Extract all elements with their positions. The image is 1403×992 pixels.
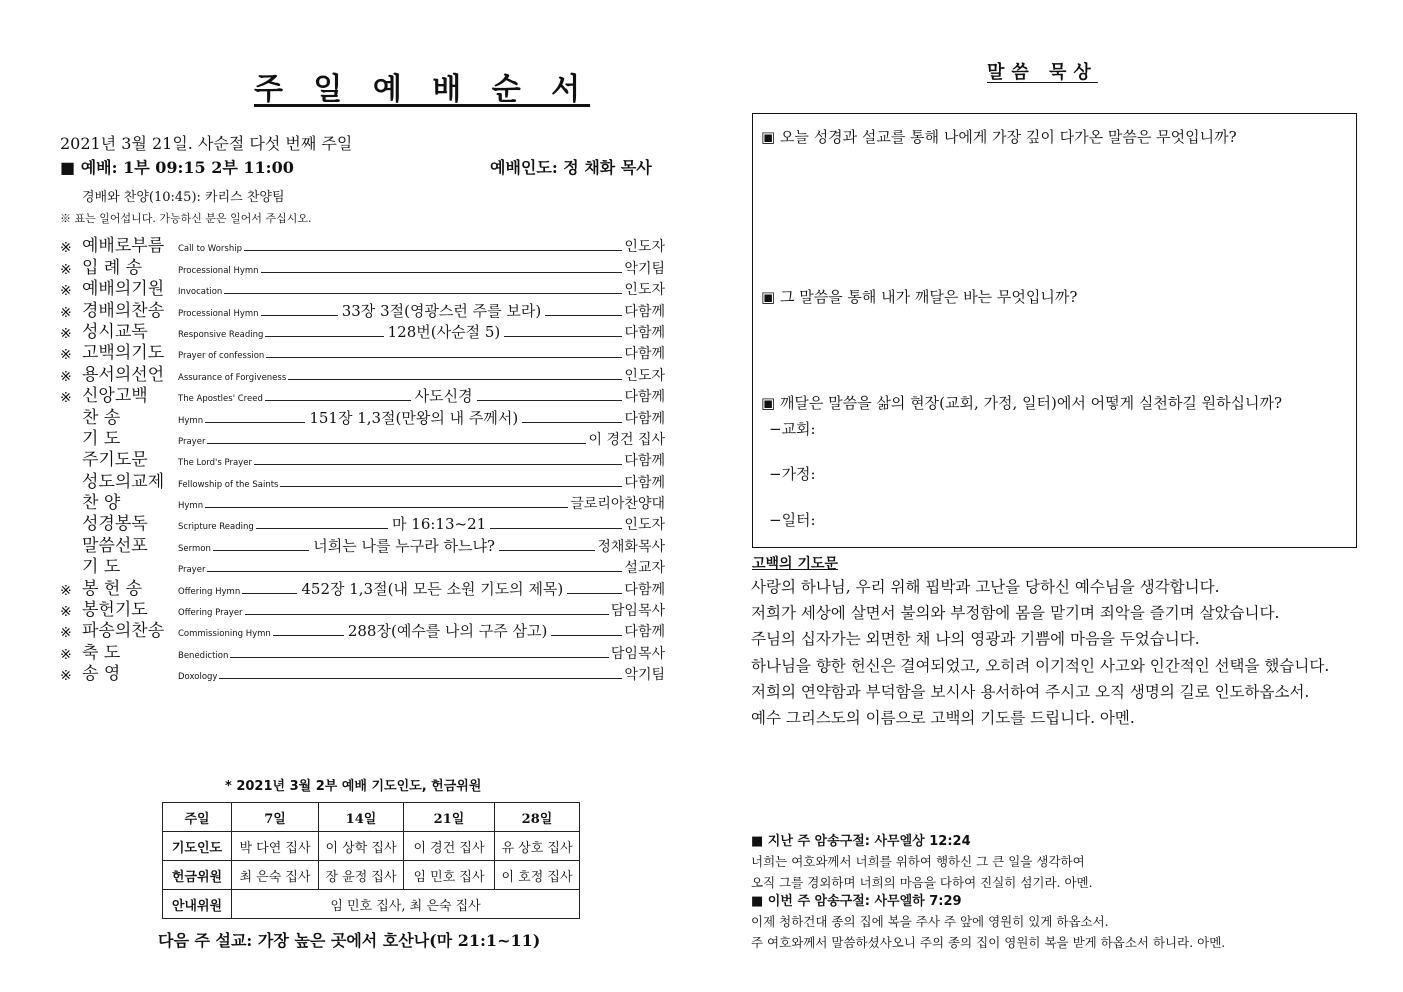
order-item-responsible: 담임목사	[610, 645, 665, 662]
memory-last-line: 오직 그를 경외하며 너희의 마음을 다하여 진실히 섬기라. 아멘.	[751, 875, 1093, 890]
stand-mark: ※	[60, 582, 72, 599]
table-cell: 기도인도	[163, 832, 232, 861]
order-item-responsible: 악기팀	[624, 667, 665, 684]
leader-line	[261, 315, 338, 316]
order-item-name: 경배의찬송	[82, 300, 165, 321]
order-item-responsible: 설교자	[624, 560, 665, 577]
table-row	[163, 861, 580, 890]
memory-verse-last	[751, 830, 1093, 891]
stand-mark: ※	[60, 646, 72, 663]
order-item-english: Scripture Reading	[178, 522, 254, 533]
order-item-name: 기 도	[82, 557, 121, 578]
stand-mark: ※	[60, 625, 72, 642]
table-cell: 이 상학 집사	[319, 832, 404, 861]
schedule-title: * 2021년 3월 2부 예배 기도인도, 헌금위원	[225, 779, 482, 794]
order-item-english: The Apostles' Creed	[178, 394, 263, 405]
order-row	[60, 663, 665, 684]
prayer-line: 저희가 세상에 살면서 불의와 부정함에 몸을 맡기며 죄악을 즐기며 살았습니다.	[751, 604, 1280, 623]
answer-work: −일터:	[769, 511, 816, 529]
stand-mark: ※	[60, 604, 72, 621]
table-cell: 헌금위원	[163, 861, 232, 890]
leader-line	[504, 336, 622, 337]
order-item-english: Assurance of Forgiveness	[178, 372, 287, 383]
table-header-cell: 주일	[163, 803, 232, 832]
question-3: ▣ 깨달은 말씀을 삶의 현장(교회, 가정, 일터)에서 어떻게 실천하길 원하십니까?	[761, 394, 1283, 412]
order-item-english: Commissioning Hymn	[178, 629, 271, 640]
page-title: 주 일 예 배 순 서	[254, 72, 591, 107]
order-item-name: 말씀선포	[82, 535, 148, 556]
stand-mark: ※	[60, 347, 72, 364]
stand-note: ※ 표는 일어섭니다. 가능하신 분은 일어서 주십시오.	[60, 212, 312, 225]
memory-last-line: 너희는 여호와께서 너희를 위하여 행하신 그 큰 일을 생각하여	[751, 854, 1085, 869]
leader-line	[545, 315, 622, 316]
order-item-name: 찬 송	[82, 407, 121, 428]
answer-home: −가정:	[769, 465, 816, 483]
answer-church: −교회:	[769, 420, 816, 438]
question-2: ▣ 그 말씀을 통해 내가 깨달은 바는 무엇입니까?	[761, 288, 1078, 306]
order-item-name: 예배의기원	[82, 279, 165, 300]
order-item-english: The Lord's Prayer	[178, 458, 252, 469]
order-item-name: 파송의찬송	[82, 621, 165, 642]
order-item-content: 288장(예수를 나의 구주 삼고)	[347, 622, 548, 641]
leader-line	[567, 593, 622, 594]
table-header-cell: 28일	[495, 803, 580, 832]
order-item-name: 주기도문	[82, 450, 148, 471]
order-item-responsible: 이 경건 집사	[588, 431, 665, 448]
table-cell: 임 민호 집사, 최 은숙 집사	[232, 890, 580, 919]
order-item-responsible: 다함께	[624, 346, 665, 363]
order-item-name: 봉 헌 송	[82, 578, 143, 599]
table-header-cell: 14일	[319, 803, 404, 832]
order-item-content: 마 16:13~21	[392, 515, 487, 534]
table-header-cell: 21일	[404, 803, 495, 832]
table-cell: 이 경건 집사	[404, 832, 495, 861]
order-item-responsible: 다함께	[624, 453, 665, 470]
order-item-content: 사도신경	[414, 387, 473, 406]
table-cell: 유 상호 집사	[495, 832, 580, 861]
order-of-worship	[60, 235, 665, 684]
order-item-responsible: 다함께	[624, 324, 666, 341]
leader-line	[551, 635, 622, 636]
meditation-box	[752, 113, 1357, 548]
order-item-english: Offering Prayer	[178, 608, 243, 619]
order-item-english: Benediction	[178, 650, 229, 661]
table-cell: 이 호정 집사	[495, 861, 580, 890]
leader-line	[522, 422, 622, 423]
table-row	[163, 803, 580, 832]
table-row	[163, 890, 580, 919]
memory-last-title: ■ 지난 주 암송구절: 사무엘상 12:24	[751, 834, 971, 849]
order-item-responsible: 인도자	[624, 367, 665, 384]
table-cell: 박 다연 집사	[232, 832, 319, 861]
order-item-name: 성경봉독	[82, 514, 148, 535]
order-item-name: 기 도	[82, 428, 121, 449]
leader-line	[242, 593, 297, 594]
table-row	[163, 832, 580, 861]
order-item-english: Prayer	[178, 565, 206, 576]
memory-this-title: ■ 이번 주 암송구절: 사무엘하 7:29	[751, 894, 962, 909]
leader-line	[273, 635, 344, 636]
meditation-title: 말씀 묵상	[987, 62, 1098, 83]
order-item-name: 봉헌기도	[82, 600, 148, 621]
leader-line	[205, 507, 568, 508]
stand-mark: ※	[60, 283, 72, 300]
order-item-responsible: 인도자	[624, 282, 665, 299]
next-sermon: 다음 주 설교: 가장 높은 곳에서 호산나(마 21:1~11)	[158, 931, 541, 950]
leader-line	[213, 550, 309, 551]
order-item-english: Prayer of confession	[178, 351, 265, 362]
table-cell: 임 민호 집사	[404, 861, 495, 890]
order-item-name: 고백의기도	[82, 343, 165, 364]
leader-line	[265, 400, 411, 401]
order-item-name: 성시교독	[82, 321, 148, 342]
prayer-line: 주님의 십자가는 외면한 채 나의 영광과 기쁨에 마음을 두었습니다.	[751, 630, 1200, 649]
leader-line	[477, 400, 623, 401]
order-item-content: 452장 1,3절(내 모든 소원 기도의 제목)	[301, 579, 564, 598]
question-1: ▣ 오늘 성경과 설교를 통해 나에게 가장 깊이 다가온 말씀은 무엇입니까?	[761, 128, 1237, 146]
leader-line	[266, 357, 622, 358]
leader-line	[207, 443, 586, 444]
order-item-content: 151장 1,3절(만왕의 내 주께서)	[309, 408, 519, 427]
order-item-name: 입 례 송	[82, 257, 143, 278]
praise-line: 경배와 찬양(10:45): 카리스 찬양팀	[82, 190, 285, 205]
order-item-content: 33장 3절(영광스런 주를 보라)	[341, 301, 542, 320]
stand-mark: ※	[60, 390, 72, 407]
leader-line	[244, 250, 622, 251]
order-item-name: 송 영	[82, 664, 121, 685]
order-item-english: Responsive Reading	[178, 329, 264, 340]
memory-verse-this	[751, 890, 1225, 951]
order-item-english: Prayer	[178, 436, 206, 447]
order-item-responsible: 담임목사	[610, 603, 665, 620]
memory-this-line: 이제 청하건대 종의 집에 복을 주사 주 앞에 영원히 있게 하옵소서.	[751, 914, 1109, 929]
order-item-english: Sermon	[178, 543, 211, 554]
confession-prayer	[751, 575, 1371, 732]
leader-line	[261, 272, 623, 273]
order-item-responsible: 악기팀	[624, 260, 665, 277]
prayer-line: 사랑의 하나님, 우리 위해 핍박과 고난을 당하신 예수님을 생각합니다.	[751, 578, 1220, 596]
memory-this-line: 주 여호와께서 말씀하셨사오니 주의 종의 집이 영원히 복을 받게 하옵소서 하니라. 아멘.	[751, 935, 1226, 950]
order-item-name: 신앙고백	[82, 386, 148, 407]
prayer-line: 예수 그리스도의 이름으로 고백의 기도를 드립니다. 아멘.	[751, 708, 1135, 727]
leader-line	[288, 379, 622, 380]
table-cell: 안내위원	[163, 890, 232, 919]
worship-leader: 예배인도: 정 채화 목사	[490, 158, 652, 177]
leader-line	[207, 571, 622, 572]
order-item-responsible: 정채화목사	[597, 538, 665, 555]
order-item-responsible: 글로리아찬양대	[570, 496, 665, 513]
table-cell: 장 윤정 집사	[319, 861, 404, 890]
order-item-responsible: 다함께	[624, 303, 665, 320]
leader-line	[265, 336, 383, 337]
order-item-name: 예배로부름	[82, 236, 165, 257]
leader-line	[230, 657, 609, 658]
stand-mark: ※	[60, 368, 72, 385]
leader-line	[219, 678, 622, 679]
order-item-english: Doxology	[178, 672, 218, 683]
stand-mark: ※	[60, 325, 72, 342]
order-item-content: 너희는 나를 누구라 하느냐?	[313, 536, 495, 555]
order-item-english: Processional Hymn	[178, 308, 259, 319]
leader-line	[205, 422, 305, 423]
order-item-content: 128번(사순절 5)	[387, 322, 501, 341]
order-item-name: 찬 양	[82, 493, 121, 514]
service-times: ■ 예배: 1부 09:15 2부 11:00	[60, 158, 294, 177]
leader-line	[224, 293, 622, 294]
order-item-english: Fellowship of the Saints	[178, 479, 279, 490]
stand-mark: ※	[60, 261, 72, 278]
prayer-line: 저희의 연약함과 부덕함을 보시사 용서하여 주시고 오직 생명의 길로 인도하옵소서.	[751, 682, 1310, 701]
order-item-english: Call to Worship	[178, 244, 242, 255]
order-item-responsible: 다함께	[624, 474, 665, 491]
leader-line	[499, 550, 595, 551]
stand-mark: ※	[60, 668, 72, 685]
leader-line	[490, 528, 622, 529]
leader-line	[280, 486, 622, 487]
order-item-responsible: 다함께	[624, 410, 666, 427]
order-item-name: 용서의선언	[82, 364, 165, 385]
prayer-line: 하나님을 향한 헌신은 결여되었고, 오히려 이기적인 사고와 인간적인 선택을 했습니다.	[751, 656, 1330, 675]
leader-line	[245, 614, 609, 615]
table-cell: 최 은숙 집사	[232, 861, 319, 890]
stand-mark: ※	[60, 240, 72, 257]
table-header-cell: 7일	[232, 803, 319, 832]
order-item-english: Hymn	[178, 501, 204, 512]
order-item-english: Offering Hymn	[178, 586, 241, 597]
order-item-english: Processional Hymn	[178, 265, 259, 276]
order-item-responsible: 다함께	[624, 624, 665, 641]
order-item-responsible: 다함께	[624, 389, 666, 406]
confession-title: 고백의 기도문	[752, 556, 839, 572]
stand-mark: ※	[60, 304, 72, 321]
service-date: 2021년 3월 21일. 사순절 다섯 번째 주일	[60, 134, 353, 153]
order-item-responsible: 인도자	[624, 517, 665, 534]
leader-line	[254, 464, 622, 465]
order-item-english: Hymn	[178, 415, 204, 426]
order-item-name: 축 도	[82, 642, 121, 663]
order-item-name: 성도의교제	[82, 471, 165, 492]
leader-line	[256, 528, 388, 529]
order-item-responsible: 다함께	[624, 581, 665, 598]
schedule-table	[162, 802, 580, 919]
order-item-responsible: 인도자	[624, 239, 665, 256]
order-item-english: Invocation	[178, 287, 223, 298]
